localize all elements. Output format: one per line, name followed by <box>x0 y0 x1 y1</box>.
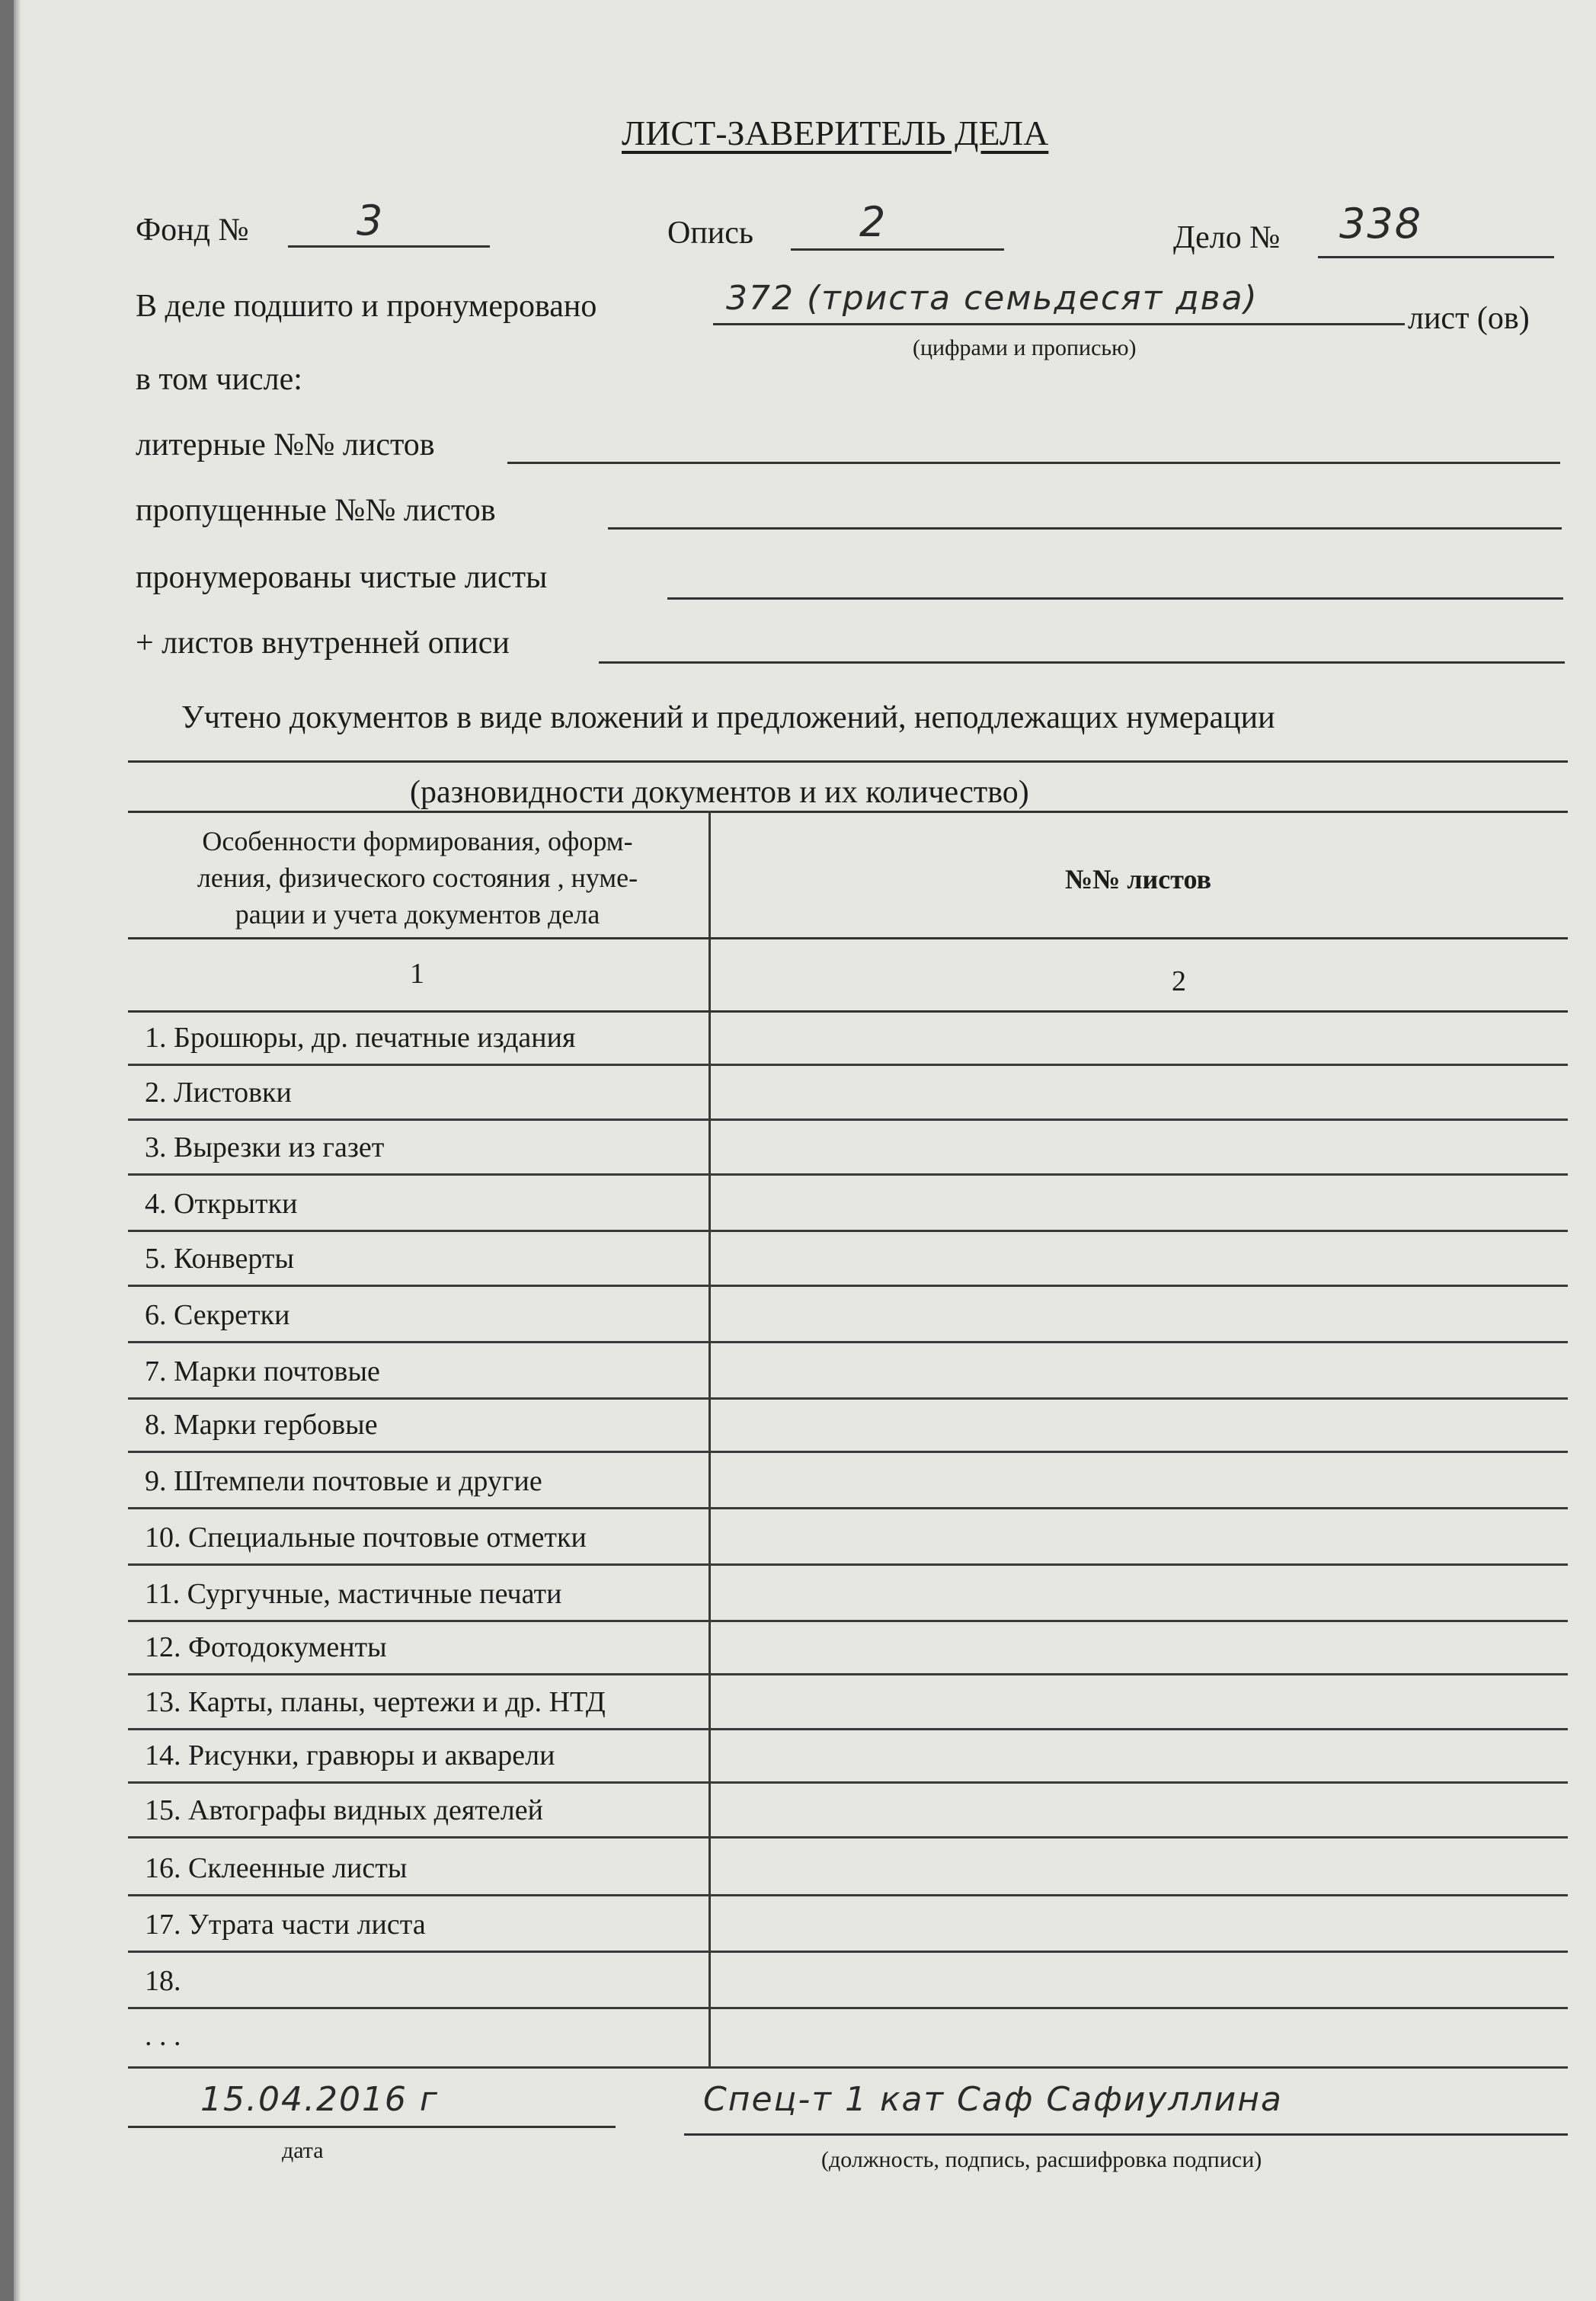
opis-label: Опись <box>667 216 754 251</box>
table-col1-number: 1 <box>410 958 424 990</box>
row-line <box>128 1563 1568 1566</box>
date-underline <box>128 2126 616 2128</box>
row-line <box>128 1451 1568 1453</box>
table-row: 4. Открытки <box>145 1188 298 1220</box>
table-row: 15. Автографы видных деятелей <box>145 1794 543 1826</box>
field-blank-sheets: пронумерованы чистые листы <box>136 560 548 595</box>
row-line <box>128 1064 1568 1066</box>
row-line <box>128 2007 1568 2009</box>
sewn-suffix: лист (ов) <box>1408 301 1530 336</box>
row-line <box>128 1894 1568 1896</box>
date-label: дата <box>282 2138 324 2163</box>
table-col1-header: Особенности формирования, оформ- ления, физического состояния , нуме- рации и учета документов дела <box>197 826 638 930</box>
sewn-hint: (цифрами и прописью) <box>913 335 1137 360</box>
row-line <box>128 1673 1568 1675</box>
document-title: ЛИСТ-ЗАВЕРИТЕЛЬ ДЕЛА <box>622 114 1049 152</box>
row-line <box>128 1397 1568 1400</box>
row-line <box>128 1118 1568 1121</box>
field-skipped-sheets: пропущенные №№ листов <box>136 493 496 528</box>
fond-underline <box>288 245 490 248</box>
field-skipped-sheets-line <box>608 527 1562 530</box>
table-header-line <box>128 937 1568 939</box>
row-line <box>128 1951 1568 1953</box>
table-row: 8. Марки гербовые <box>145 1409 378 1441</box>
table-row: 2. Листовки <box>145 1077 292 1109</box>
row-line <box>128 1507 1568 1509</box>
field-inner-inventory: + листов внутренней описи <box>136 626 510 661</box>
row-line <box>128 1781 1568 1784</box>
row-line <box>128 1620 1568 1622</box>
table-row: 1. Брошюры, др. печатные издания <box>145 1022 576 1054</box>
fond-label: Фонд № <box>136 213 249 248</box>
table-row: 13. Карты, планы, чертежи и др. НТД <box>145 1686 606 1718</box>
table-row: 11. Сургучные, мастичные печати <box>145 1578 562 1610</box>
delo-underline <box>1318 256 1554 258</box>
row-line <box>128 1230 1568 1232</box>
row-line <box>128 1285 1568 1287</box>
fond-value: 3 <box>357 197 385 245</box>
table-row: 14. Рисунки, гравюры и акварели <box>145 1739 555 1771</box>
varieties-label: (разновидности документов и их количество) <box>410 775 1029 810</box>
table-row: 7. Марки почтовые <box>145 1355 380 1387</box>
table-row: 5. Конверты <box>145 1243 295 1275</box>
document-page <box>14 0 1596 2301</box>
accounted-line <box>128 760 1568 763</box>
row-line <box>128 1728 1568 1730</box>
signature-label: (должность, подпись, расшифровка подписи) <box>821 2147 1262 2172</box>
table-row: . . . <box>145 2020 181 2052</box>
sewn-value: 372 (триста семьдесят два) <box>726 279 1259 318</box>
table-row: 16. Склеенные листы <box>145 1852 408 1884</box>
table-column-divider <box>708 811 711 2068</box>
table-row: 10. Специальные почтовые отметки <box>145 1522 587 1554</box>
sewn-label: В деле подшито и пронумеровано <box>136 289 597 324</box>
row-line <box>128 1341 1568 1343</box>
table-bottom-line <box>128 2066 1568 2069</box>
table-col2-number: 2 <box>1172 965 1186 997</box>
opis-underline <box>791 248 1004 251</box>
table-col2-header: №№ листов <box>1064 864 1212 894</box>
delo-value: 338 <box>1339 200 1423 248</box>
field-blank-sheets-line <box>667 597 1563 600</box>
signature-underline <box>684 2133 1568 2136</box>
table-row: 9. Штемпели почтовые и другие <box>145 1465 542 1497</box>
delo-label: Дело № <box>1173 220 1281 255</box>
row-line <box>128 1836 1568 1839</box>
sewn-underline <box>713 323 1405 325</box>
opis-value: 2 <box>859 198 888 246</box>
row-line <box>128 1173 1568 1176</box>
table-row: 3. Вырезки из газет <box>145 1131 385 1163</box>
table-numbers-line <box>128 1010 1568 1013</box>
date-value: 15.04.2016 г <box>200 2080 440 2119</box>
field-letter-sheets: литерные №№ листов <box>136 427 435 462</box>
field-letter-sheets-line <box>507 462 1560 464</box>
table-row: 18. <box>145 1965 181 1997</box>
accounted-heading: Учтено документов в виде вложений и предложений, неподлежащих нумерации <box>181 700 1275 735</box>
table-row: 6. Секретки <box>145 1299 290 1331</box>
field-inner-inventory-line <box>599 661 1565 664</box>
table-row: 12. Фотодокументы <box>145 1631 387 1663</box>
signature-value: Спец-т 1 кат Саф Сафиуллина <box>703 2080 1283 2119</box>
including-label: в том числе: <box>136 362 302 397</box>
table-row: 17. Утрата части листа <box>145 1909 426 1941</box>
table-top-line <box>128 811 1568 813</box>
